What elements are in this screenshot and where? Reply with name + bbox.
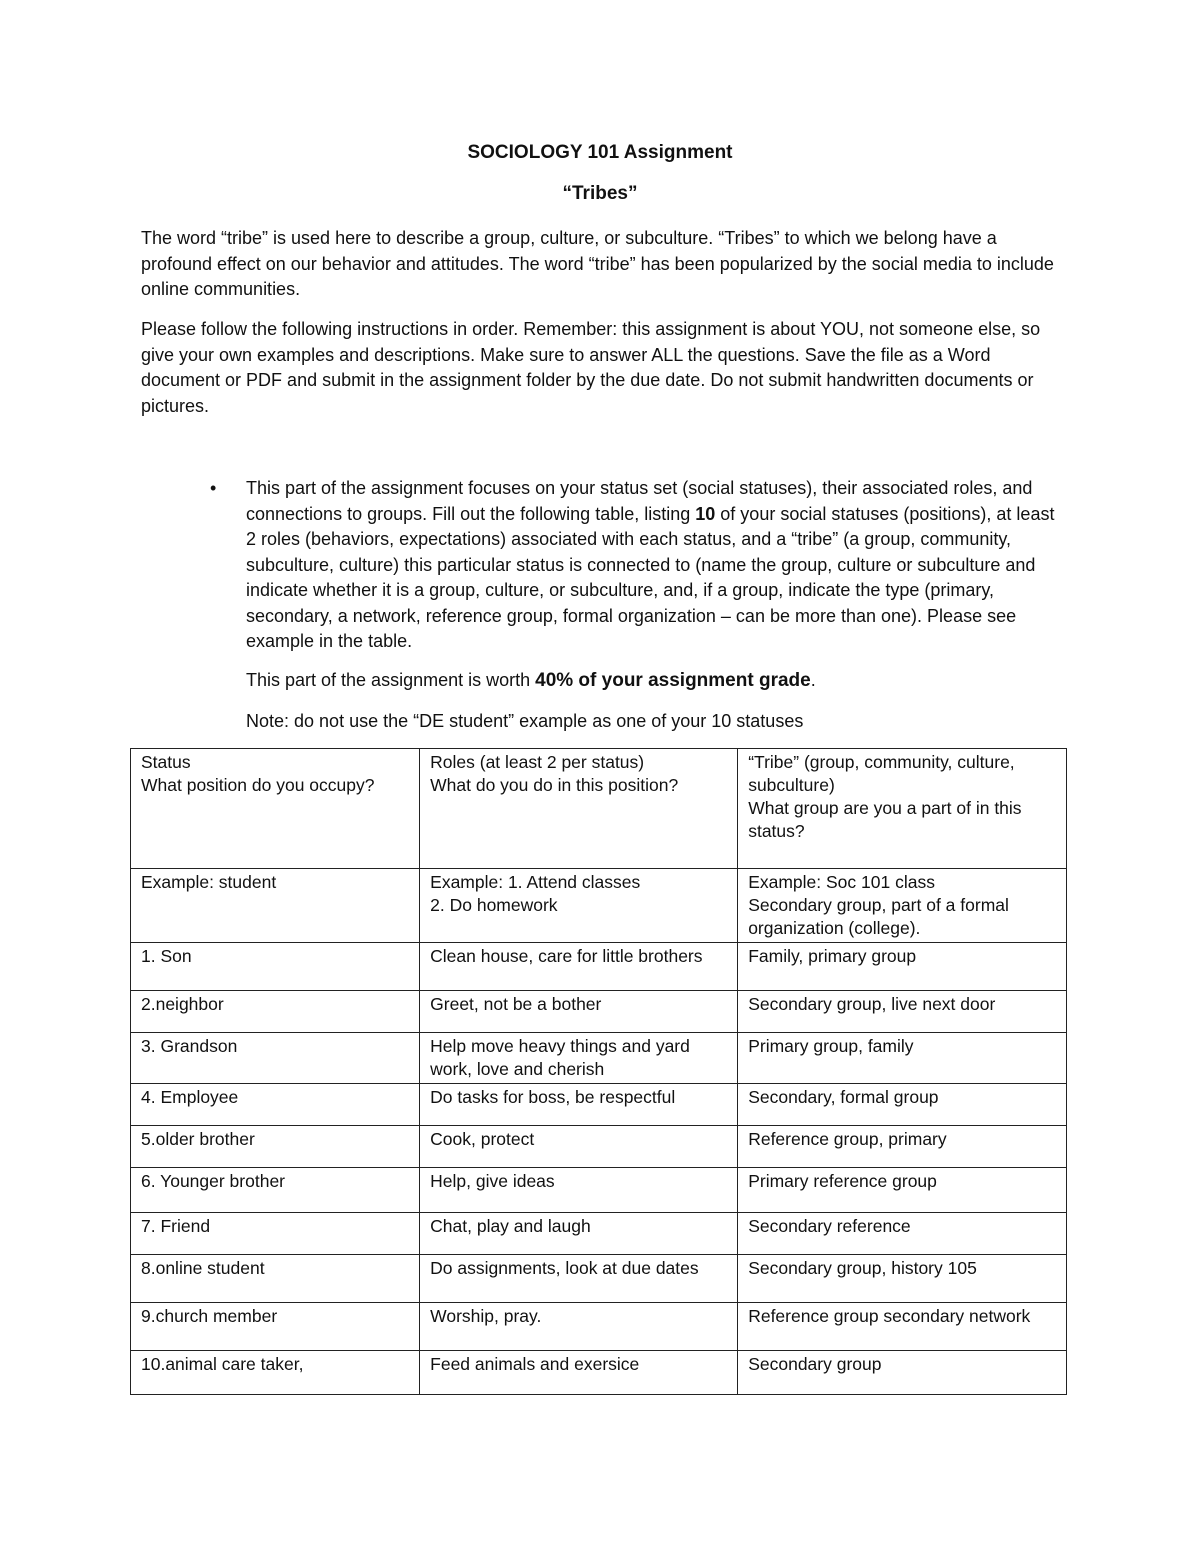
status-cell [131,1126,420,1168]
cell-text: What group are you a part of in this status? [748,798,1022,841]
cell-text: Help, give ideas [430,1171,555,1191]
tribe-cell [738,869,1067,943]
cell-text: Family, primary group [748,946,917,966]
header-roles-cell [420,749,738,869]
bullet-text-bold: 10 [695,503,716,524]
status-cell [131,1213,420,1255]
cell-text: 1. Son [141,946,192,966]
table-row [131,1213,1067,1255]
tribe-cell [738,1084,1067,1126]
roles-cell [420,1126,738,1168]
tribe-cell [738,1213,1067,1255]
header-status-cell [131,749,420,869]
roles-cell [420,1213,738,1255]
cell-text: Worship, pray. [430,1306,542,1326]
document-subtitle: “Tribes” [562,183,638,204]
worth-bold: 40% of your assignment grade [535,670,811,691]
tribe-cell [738,1033,1067,1084]
cell-text: Cook, protect [430,1129,535,1149]
cell-text: 9.church member [141,1306,278,1326]
document-title: SOCIOLOGY 101 Assignment [467,142,733,163]
cell-text: Example: Soc 101 class [748,872,935,892]
status-cell [131,943,420,991]
cell-text: Do tasks for boss, be respectful [430,1087,676,1107]
cell-text: Example: 1. Attend classes [430,872,641,892]
table-row [131,1126,1067,1168]
grade-worth-line [246,668,816,693]
table-header-row [131,749,1067,869]
cell-text: Chat, play and laugh [430,1216,591,1236]
bullet-text [246,476,1066,655]
cell-text: Primary reference group [748,1171,937,1191]
header-tribe-cell [738,749,1067,869]
roles-cell [420,1303,738,1351]
cell-text: Feed animals and exersice [430,1354,640,1374]
bullet-text-after: of your social statuses (positions), at least 2 roles (behaviors, expectations) associated with each status, and a “tribe” (a group, community, subculture, culture) this particular status is connected to (name the group, culture or subculture and indicate whether it is a group, culture, or subculture, and, if a group, indicate the type (primary, secondary, a network, reference group, formal organization – can be more than one). Please see example in the table. [246,503,1055,651]
table-row [131,1084,1067,1126]
table-row [131,991,1067,1033]
cell-text: Status [141,752,191,772]
tribe-cell [738,1168,1067,1213]
roles-cell [420,1168,738,1213]
roles-cell [420,991,738,1033]
status-cell [131,991,420,1033]
status-cell [131,1033,420,1084]
cell-text: Greet, not be a bother [430,994,602,1014]
roles-cell [420,943,738,991]
status-cell [131,1303,420,1351]
table-row [131,943,1067,991]
cell-text: 10.animal care taker, [141,1354,304,1374]
table-row [131,1351,1067,1395]
worth-suffix: . [810,670,816,690]
table-row [131,1303,1067,1351]
tribe-cell [738,1351,1067,1395]
cell-text: 7. Friend [141,1216,211,1236]
worth-prefix: This part of the assignment is worth [246,670,536,690]
roles-cell [420,1255,738,1303]
cell-text: 2. Do homework [430,895,558,915]
roles-cell [420,1084,738,1126]
tribe-cell [738,943,1067,991]
cell-text: 8.online student [141,1258,265,1278]
cell-text: What do you do in this position? [430,775,679,795]
cell-text: Secondary reference [748,1216,911,1236]
bullet-text-before: This part of the assignment focuses on your status set (social statuses), their associated roles, and connections to groups. Fill out the following table, listing [246,478,1033,524]
roles-cell [420,869,738,943]
cell-text: Secondary group, part of a formal organization (college). [748,895,1009,938]
table-row [131,1168,1067,1213]
tribe-cell [738,991,1067,1033]
roles-cell [420,1033,738,1084]
tribe-cell [738,1303,1067,1351]
status-cell [131,1255,420,1303]
tribes-table [130,748,1067,1395]
bullet-dot-icon: • [210,478,217,498]
cell-text: 4. Employee [141,1087,239,1107]
tribe-cell [738,1255,1067,1303]
instructions-paragraph: Please follow the following instructions in order. Remember: this assignment is about YOU, not someone else, so give your own examples and descriptions. Make sure to answer ALL the questions. Save the file as a Word document or PDF and submit in the assignment folder by the due date. Do not submit handwritten documents or pictures. [141,319,1041,416]
note-line: Note: do not use the “DE student” example as one of your 10 statuses [246,711,804,731]
cell-text: Reference group, primary [748,1129,947,1149]
cell-text: Clean house, care for little brothers [430,946,703,966]
cell-text: Do assignments, look at due dates [430,1258,699,1278]
tribe-cell [738,1126,1067,1168]
cell-text: 5.older brother [141,1129,255,1149]
status-cell [131,1351,420,1395]
table-row [131,1033,1067,1084]
cell-text: “Tribe” (group, community, culture, subculture) [748,752,1015,795]
cell-text: Help move heavy things and yard work, love and cherish [430,1036,690,1079]
roles-cell [420,1351,738,1395]
cell-text: 2.neighbor [141,994,224,1014]
table-row [131,869,1067,943]
status-cell [131,1168,420,1213]
status-cell [131,1084,420,1126]
cell-text: Secondary group, history 105 [748,1258,977,1278]
table-row [131,1255,1067,1303]
cell-text: Secondary, formal group [748,1087,939,1107]
cell-text: Reference group secondary network [748,1306,1031,1326]
cell-text: Roles (at least 2 per status) [430,752,645,772]
cell-text: 3. Grandson [141,1036,238,1056]
cell-text: 6. Younger brother [141,1171,286,1191]
intro-paragraph: The word “tribe” is used here to describe a group, culture, or subculture. “Tribes” to which we belong have a profound effect on our behavior and attitudes. The word “tribe” has been popularized by the social media to include online communities. [141,228,1054,299]
status-cell [131,869,420,943]
cell-text: Example: student [141,872,277,892]
cell-text: Primary group, family [748,1036,914,1056]
cell-text: Secondary group, live next door [748,994,996,1014]
cell-text: What position do you occupy? [141,775,375,795]
cell-text: Secondary group [748,1354,882,1374]
